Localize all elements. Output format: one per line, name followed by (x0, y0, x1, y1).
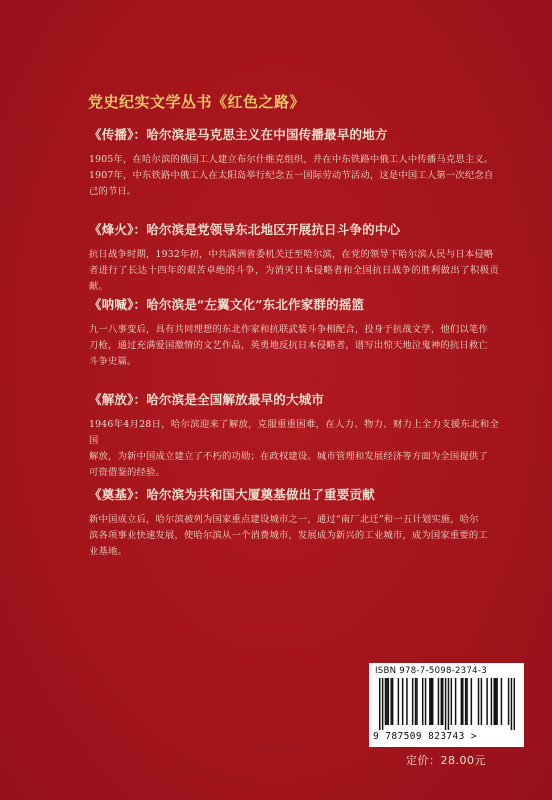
barcode-bar (445, 678, 446, 730)
price-label: 定价：28.00元 (406, 754, 486, 767)
body-line: 1907年，中东铁路中俄工人在太阳岛举行纪念五一国际劳动节活动，这是中国工人第一次纪念自 (89, 170, 494, 181)
body-line: 己的节日。 (89, 186, 137, 197)
isbn-barcode (369, 663, 524, 747)
barcode-bar (431, 678, 432, 725)
section-title: 《传播》：哈尔滨是马克思主义在中国传播最早的地方 (89, 127, 388, 142)
barcode-bars (379, 678, 515, 730)
barcode-bar (382, 678, 383, 730)
body-line: 1905年，在哈尔滨的俄国工人建立布尔什维克组织，并在中东铁路中俄工人中传播马克思主义。 (89, 154, 494, 165)
barcode-bar (379, 678, 380, 730)
section-body (89, 322, 499, 370)
barcode-bar (442, 678, 443, 725)
body-line: 可资借鉴的经验。 (89, 467, 165, 478)
barcode-bar (412, 678, 413, 725)
barcode-bar (392, 678, 393, 725)
barcode-bar (495, 678, 496, 725)
barcode-bar (478, 678, 479, 725)
section-body (89, 512, 499, 560)
body-line: 解放，为新中国成立建立了不朽的功勋；在政权建设、城市管理和发展经济等方面为全国提供了 (89, 451, 488, 462)
barcode-bar (425, 678, 426, 725)
barcode-bar (501, 678, 502, 725)
barcode-bar (455, 678, 456, 725)
section-fenghuo (89, 220, 499, 295)
barcode-bar (486, 678, 487, 725)
section-body (89, 417, 499, 481)
body-line: 新中国成立后，哈尔滨被列为国家重点建设城市之一，通过“南厂北迁”和一五计划实施，哈尔 (89, 514, 479, 525)
barcode-bar (432, 678, 433, 725)
barcode-bar (451, 678, 452, 725)
section-title: 《解放》：哈尔滨是全国解放最早的大城市 (89, 392, 325, 407)
barcode-bar (511, 678, 512, 730)
barcode-bar (438, 678, 439, 725)
section-dianji (89, 485, 499, 560)
barcode-bar (388, 678, 389, 725)
series-title: 党史纪实文学丛书《红色之路》 (88, 93, 306, 111)
barcode-bar (422, 678, 423, 725)
isbn-label: ISBN 978-7-5098-2374-3 (375, 666, 487, 676)
section-nahan (89, 295, 499, 370)
section-jiefang (89, 390, 499, 481)
barcode-bar (386, 678, 387, 725)
barcode-bar (390, 678, 391, 725)
body-line: 1946年4月28日，哈尔滨迎来了解放，克服重重困难，在人力、物力、财力上全力支援东北和全国 (89, 419, 499, 446)
barcode-bar (491, 678, 492, 725)
barcode-bar (398, 678, 399, 725)
body-line: 业基地。 (89, 546, 127, 557)
barcode-digits: 9 787509 823743 > (373, 731, 478, 742)
barcode-bar (429, 678, 430, 725)
body-line: 九一八事变后，具有共同理想的东北作家和抗联武装斗争相配合，投身于抗战文学，他们以笔作 (89, 324, 488, 335)
barcode-bar (462, 678, 463, 725)
section-body (89, 247, 499, 295)
section-title: 《烽火》：哈尔滨是党领导东北地区开展抗日斗争的中心 (89, 222, 401, 237)
barcode-bar (466, 678, 467, 725)
section-title: 《呐喊》：哈尔滨是“左翼文化”东北作家群的摇篮 (89, 297, 365, 312)
barcode-bar (494, 678, 495, 725)
barcode-bar (416, 678, 417, 725)
barcode-bar (471, 678, 472, 725)
barcode-bar (508, 678, 509, 725)
barcode-bar (461, 678, 462, 725)
barcode-bar (496, 678, 497, 725)
barcode-bar (385, 678, 386, 725)
barcode-bar (448, 678, 449, 730)
body-line: 者进行了长达十四年的艰苦卓绝的斗争，为消灭日本侵略者和全国抗日战争的胜利做出了积极贡献。 (89, 265, 499, 292)
barcode-bar (465, 678, 466, 725)
barcode-bar (415, 678, 416, 725)
barcode-bar (481, 678, 482, 725)
barcode-bar (406, 678, 407, 725)
body-line: 滨各项事业快速发展，使哈尔滨从一个消费城市，发展成为新兴的工业城市，成为国家重要的工 (89, 530, 488, 541)
body-line: 刀枪，通过充满爱国激情的文艺作品，英勇地反抗日本侵略者，谱写出惊天地泣鬼神的抗日救亡 (89, 340, 488, 351)
section-chuanbo (89, 125, 499, 200)
barcode-bar (402, 678, 403, 725)
body-line: 斗争史篇。 (89, 356, 137, 367)
barcode-bar (441, 678, 442, 725)
barcode-bar (514, 678, 515, 730)
body-line: 抗日战争时期，1932年初，中共满洲省委机关迁至哈尔滨，在党的领导下哈尔滨人民与日本侵略 (89, 249, 494, 260)
section-body (89, 152, 499, 200)
section-title: 《奠基》：哈尔滨为共和国大厦奠基做出了重要贡献 (89, 487, 375, 502)
